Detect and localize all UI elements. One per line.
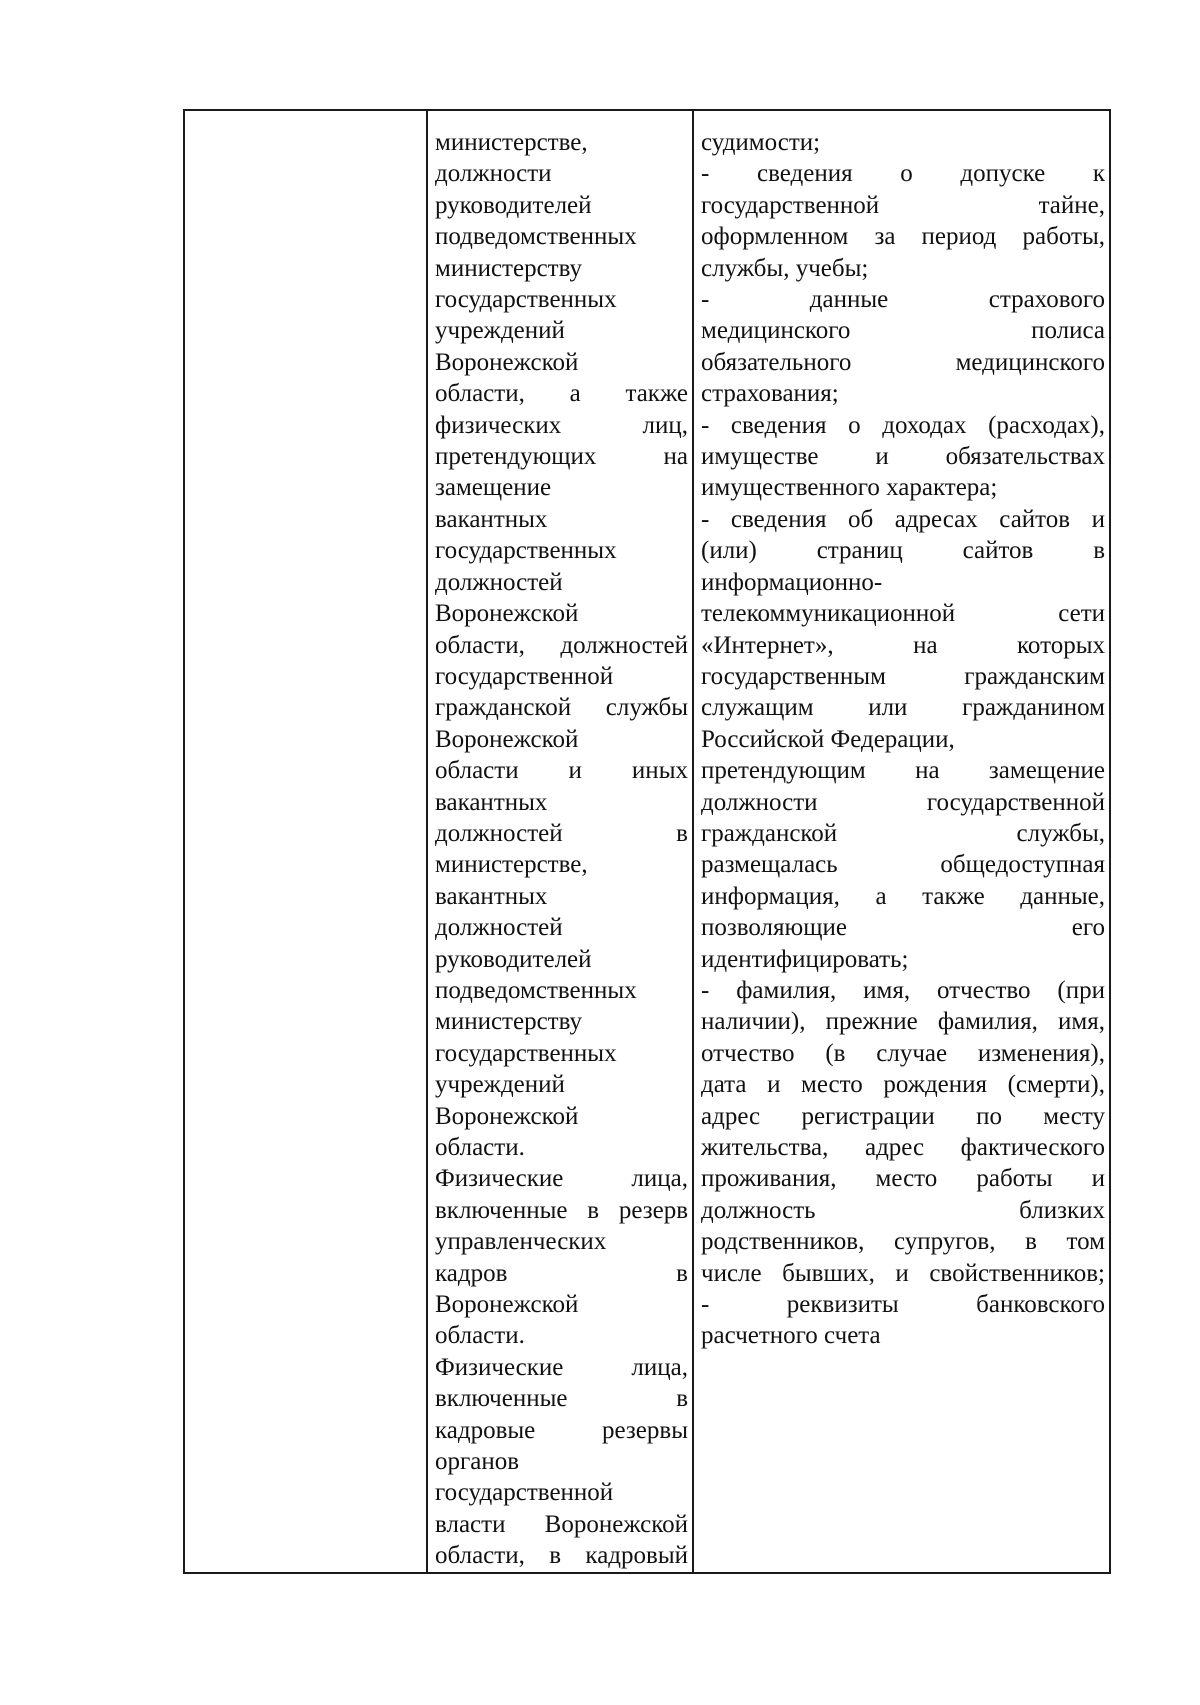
data-list-text-line: «Интернет», на которых bbox=[701, 631, 1105, 659]
categories-text-line: государственных bbox=[435, 1039, 617, 1067]
data-list-text-line: страхования; bbox=[701, 380, 839, 408]
data-list-text-line: Российской Федерации, bbox=[701, 725, 955, 753]
categories-text-line: кадровые резервы bbox=[435, 1416, 688, 1444]
categories-text-line: должности bbox=[435, 160, 552, 188]
data-list-text-line: - данные страхового bbox=[701, 286, 1105, 314]
data-list-text-line: обязательного медицинского bbox=[701, 348, 1105, 376]
categories-text-line: вакантных bbox=[435, 505, 548, 533]
categories-text-line: Физические лица, bbox=[435, 1353, 688, 1381]
categories-text-line: министерстве, bbox=[435, 129, 588, 156]
data-list-text-line: гражданской службы, bbox=[701, 819, 1105, 847]
data-list-text-line: службы, учебы; bbox=[701, 254, 869, 282]
data-list-text-line: имуществе и обязательствах bbox=[701, 443, 1105, 471]
data-list-text-line: информационно- bbox=[701, 568, 883, 596]
data-list-text-line: служащим или гражданином bbox=[701, 694, 1105, 722]
data-list-text-line: - сведения о доходах (расходах), bbox=[701, 411, 1105, 439]
data-list-text-line: оформленном за период работы, bbox=[701, 223, 1105, 251]
data-list-text-line: имущественного характера; bbox=[701, 474, 998, 502]
categories-text-line: включенные в резерв bbox=[435, 1196, 688, 1224]
data-list-text-line: претендующим на замещение bbox=[701, 757, 1105, 785]
table-row bbox=[184, 110, 1110, 1573]
categories-text-line: кадров в bbox=[435, 1259, 688, 1287]
categories-text-line: подведомственных bbox=[435, 976, 637, 1004]
data-list-text-line: - фамилия, имя, отчество (при bbox=[701, 976, 1105, 1004]
table-cell-empty bbox=[184, 110, 427, 1573]
categories-text-line: замещение bbox=[435, 474, 552, 502]
data-list-text-line: - реквизиты банковского bbox=[701, 1291, 1105, 1319]
categories-text-line: должностей в bbox=[435, 819, 688, 847]
categories-text-line: должностей bbox=[435, 914, 563, 942]
data-list-text-line: расчетного счета bbox=[701, 1322, 881, 1350]
categories-text-line: Воронежской bbox=[435, 600, 579, 628]
categories-text-line: учреждений bbox=[435, 1071, 565, 1099]
categories-text-line: области. bbox=[435, 1322, 525, 1350]
categories-text-line: государственной bbox=[435, 1479, 614, 1507]
table-cell-categories bbox=[427, 110, 693, 1573]
categories-text-line: области и иных bbox=[435, 757, 688, 785]
categories-text-line: учреждений bbox=[435, 317, 565, 345]
data-list-text-line: государственной тайне, bbox=[701, 191, 1105, 219]
categories-text-line: Воронежской bbox=[435, 1291, 579, 1319]
categories-text-line: руководителей bbox=[435, 191, 592, 219]
data-list-text-line: родственников, супругов, в том bbox=[701, 1228, 1105, 1256]
data-list-text-line: идентифицировать; bbox=[701, 945, 909, 973]
data-list-text-line: - сведения об адресах сайтов и bbox=[701, 505, 1105, 533]
categories-text-line: должностей bbox=[435, 568, 563, 596]
categories-text-line: вакантных bbox=[435, 882, 548, 910]
data-list-text-line: должности государственной bbox=[701, 788, 1105, 816]
categories-text-line: Воронежской bbox=[435, 348, 579, 376]
categories-text-line: области. bbox=[435, 1134, 525, 1161]
data-list-text-line: государственным гражданским bbox=[701, 662, 1105, 690]
categories-text-line: включенные в bbox=[435, 1385, 688, 1413]
table-cell-data-list bbox=[693, 110, 1110, 1573]
categories-text-line: претендующих на bbox=[435, 443, 688, 471]
data-list-text-line: размещалась общедоступная bbox=[701, 851, 1105, 879]
data-list-text-line: жительства, адрес фактического bbox=[701, 1134, 1105, 1161]
categories-text-line: Физические лица, bbox=[435, 1165, 688, 1193]
categories-text-line: органов bbox=[435, 1448, 520, 1476]
categories-text-line: подведомственных bbox=[435, 223, 637, 251]
data-list-text-line: должность близких bbox=[701, 1196, 1105, 1224]
data-list-text-line: телекоммуникационной сети bbox=[701, 600, 1105, 628]
data-list-text-line: наличии), прежние фамилия, имя, bbox=[701, 1008, 1105, 1036]
data-list-text-line: дата и место рождения (смерти), bbox=[701, 1071, 1105, 1099]
categories-text-line: Воронежской bbox=[435, 1102, 579, 1130]
categories-text-line: Воронежской bbox=[435, 725, 579, 753]
categories-text-line: государственных bbox=[435, 537, 617, 565]
data-list-text-line: - сведения о допуске к bbox=[701, 160, 1105, 188]
categories-text bbox=[428, 111, 692, 1572]
categories-text-line: гражданской службы bbox=[435, 694, 688, 722]
data-list-text-line: позволяющие его bbox=[701, 914, 1105, 942]
document-table bbox=[183, 109, 1111, 1574]
categories-text-line: государственных bbox=[435, 286, 617, 314]
categories-text-line: министерству bbox=[435, 1008, 583, 1036]
categories-text-line: руководителей bbox=[435, 945, 592, 973]
categories-text-line: власти Воронежской bbox=[435, 1510, 688, 1538]
categories-text-line: управленческих bbox=[435, 1228, 607, 1256]
data-list-text-line: (или) страниц сайтов в bbox=[701, 537, 1105, 565]
categories-text-line: государственной bbox=[435, 662, 614, 690]
data-list-text-line: проживания, место работы и bbox=[701, 1165, 1105, 1193]
categories-text-line: области, в кадровый bbox=[435, 1542, 688, 1570]
data-list-text-line: адрес регистрации по месту bbox=[701, 1102, 1105, 1130]
data-list-text-line: информация, а также данные, bbox=[701, 882, 1105, 910]
data-list-text-line: числе бывших, и свойственников; bbox=[701, 1259, 1105, 1287]
data-list-text-line: судимости; bbox=[701, 129, 821, 156]
categories-text-line: вакантных bbox=[435, 788, 548, 816]
categories-text-line: области, а также bbox=[435, 380, 688, 408]
categories-text-line: министерству bbox=[435, 254, 583, 282]
categories-text-line: физических лиц, bbox=[435, 411, 688, 439]
personal-data-list-text bbox=[694, 111, 1109, 1352]
data-list-text-line: отчество (в случае изменения), bbox=[701, 1039, 1105, 1067]
categories-text-line: области, должностей bbox=[435, 631, 688, 659]
categories-text-line: министерстве, bbox=[435, 851, 588, 879]
data-list-text-line: медицинского полиса bbox=[701, 317, 1105, 345]
